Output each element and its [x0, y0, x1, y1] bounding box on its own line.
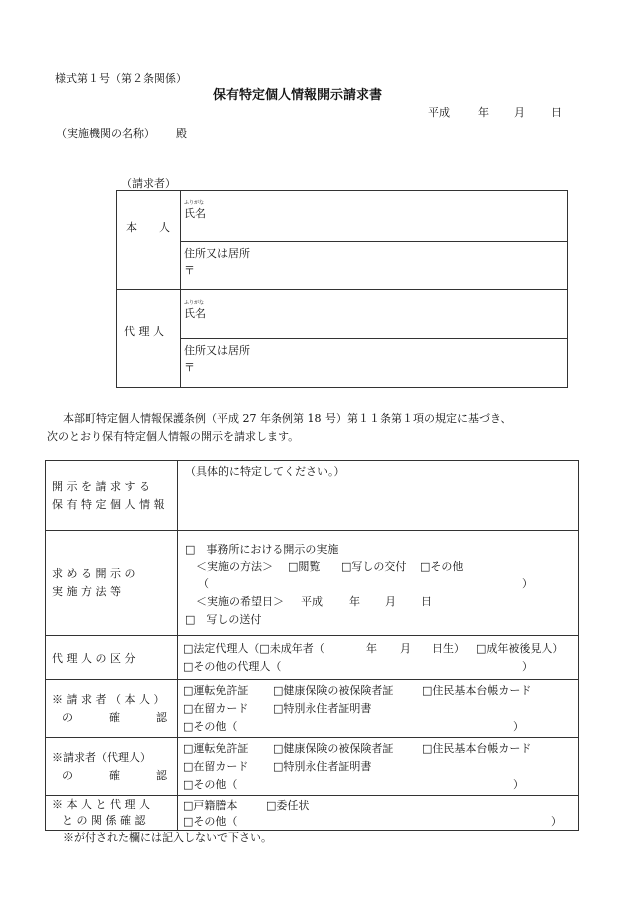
- verify-person-label-kaku: 確: [109, 710, 120, 724]
- person-address-label: 住所又は居所: [184, 247, 250, 260]
- form-number: 様式第１号（第２条関係）: [55, 72, 187, 85]
- verify-agent-residence-card-checkbox[interactable]: □在留カード: [183, 760, 249, 773]
- footnote: ※が付された欄には記入しないで下さい。: [63, 831, 272, 844]
- verify-agent-other-checkbox[interactable]: □その他（: [183, 778, 238, 791]
- agent-type-month: 月: [400, 642, 411, 655]
- agent-label-cell: [117, 290, 181, 388]
- verify-person-paren-close: ）: [513, 720, 524, 733]
- verify-person-resident-card-checkbox[interactable]: □住民基本台帳カード: [422, 684, 532, 697]
- method-label-line-1: 求 め る 開 示 の: [52, 567, 136, 580]
- agent-furigana: ふりがな: [184, 300, 205, 306]
- method-method-label: ＜実施の方法＞: [196, 560, 273, 573]
- verify-agent-paren-close: ）: [513, 778, 524, 791]
- person-name-label: 氏名: [184, 207, 206, 220]
- method-field: [178, 531, 579, 636]
- date-year: 年: [478, 106, 489, 119]
- method-paren-close: ）: [522, 577, 533, 590]
- agent-postal-mark: 〒: [184, 361, 195, 374]
- verify-person-permanent-checkbox[interactable]: □特別永住者証明書: [273, 702, 372, 715]
- verify-agent-label-kaku: 確: [109, 768, 120, 782]
- addressee: （実施機関の名称）: [56, 127, 155, 140]
- method-date-month: 月: [385, 595, 396, 608]
- verify-agent-resident-card-checkbox[interactable]: □住民基本台帳カード: [422, 742, 532, 755]
- relation-label-line-1: ※ 本 人 と 代 理 人: [52, 798, 150, 811]
- person-furigana: ふりがな: [184, 200, 205, 206]
- verify-person-label-nin: 認: [156, 710, 167, 724]
- method-office-checkbox[interactable]: □ 事務所における開示の実施: [185, 543, 339, 556]
- agent-address-label: 住所又は居所: [184, 344, 250, 357]
- person-label: 本 人: [126, 221, 170, 234]
- relation-field: [178, 796, 579, 831]
- method-paren-open: （: [198, 577, 209, 590]
- statement-line-2: 次のとおり保有特定個人情報の開示を請求します。: [47, 430, 300, 443]
- agent-address-field[interactable]: [181, 339, 568, 388]
- relation-family-register-checkbox[interactable]: □戸籍謄本: [183, 799, 238, 812]
- method-label-line-2: 実 施 方 法 等: [52, 585, 121, 598]
- document-title: 保有特定個人情報開示請求書: [213, 88, 383, 103]
- relation-proxy-checkbox[interactable]: □委任状: [266, 799, 310, 812]
- agent-type-birth: 日生）: [432, 642, 465, 655]
- person-label-cell: [117, 191, 181, 290]
- date-era: 平成: [428, 106, 450, 119]
- verify-agent-label-nin: 認: [156, 768, 167, 782]
- verify-person-insurance-checkbox[interactable]: □健康保険の被保険者証: [273, 684, 394, 697]
- relation-label-cell: [46, 796, 178, 831]
- date-day: 日: [551, 106, 562, 119]
- method-mail-checkbox[interactable]: □ 写しの送付: [185, 613, 262, 626]
- agent-type-label: 代 理 人 の 区 分: [52, 651, 136, 665]
- verify-person-label-line-1: ※ 請 求 者 （ 本 人 ）: [52, 692, 165, 706]
- verify-agent-label-cell: [46, 738, 178, 796]
- method-date-day: 日: [421, 595, 432, 608]
- date-month: 月: [514, 106, 525, 119]
- agent-type-ward-checkbox[interactable]: □成年被後見人）: [476, 642, 564, 655]
- agent-type-year: 年: [366, 642, 377, 655]
- verify-person-label-no: の: [62, 710, 73, 724]
- method-view-checkbox[interactable]: □閲覧: [288, 560, 321, 573]
- verify-person-field: [178, 680, 579, 738]
- agent-type-other-checkbox[interactable]: □その他の代理人（: [183, 660, 282, 673]
- relation-label-line-2: と の 関 係 確 認: [62, 814, 146, 827]
- person-name-field[interactable]: [181, 191, 568, 242]
- verify-person-label-cell: [46, 680, 178, 738]
- addressee-honorific: 殿: [176, 127, 187, 140]
- method-date-era: 平成: [301, 595, 323, 608]
- requester-table: [116, 190, 568, 388]
- info-label-line-1: 開 示 を 請 求 す る: [52, 479, 150, 493]
- method-label-cell: [46, 531, 178, 636]
- method-date-label: ＜実施の希望日＞: [196, 595, 284, 608]
- person-postal-mark: 〒: [184, 264, 195, 277]
- agent-type-label-cell: [46, 636, 178, 680]
- request-table: [45, 460, 579, 831]
- verify-agent-label-no: の: [62, 768, 73, 782]
- verify-agent-license-checkbox[interactable]: □運転免許証: [183, 742, 249, 755]
- info-hint: （具体的に特定してください。）: [185, 465, 345, 478]
- relation-other-checkbox[interactable]: □その他（: [183, 815, 238, 828]
- agent-name-field[interactable]: [181, 290, 568, 339]
- method-other-checkbox[interactable]: □その他: [420, 560, 464, 573]
- verify-person-license-checkbox[interactable]: □運転免許証: [183, 684, 249, 697]
- person-address-field[interactable]: [181, 242, 568, 290]
- method-date-year: 年: [349, 595, 360, 608]
- verify-agent-field: [178, 738, 579, 796]
- agent-type-paren-close: ）: [522, 660, 533, 673]
- verify-agent-label-line-1: ※請求者（代理人）: [52, 750, 151, 764]
- info-field[interactable]: [178, 461, 579, 531]
- agent-type-legal-checkbox[interactable]: □法定代理人（□未成年者（: [183, 642, 325, 655]
- method-copy-checkbox[interactable]: □写しの交付: [341, 560, 407, 573]
- requester-section-label: （請求者）: [121, 177, 176, 190]
- verify-agent-insurance-checkbox[interactable]: □健康保険の被保険者証: [273, 742, 394, 755]
- statement-line-1: 本部町特定個人情報保護条例（平成 27 年条例第 18 号）第１１条第１項の規定に基づき、: [63, 412, 512, 425]
- verify-person-other-checkbox[interactable]: □その他（: [183, 720, 238, 733]
- verify-person-residence-card-checkbox[interactable]: □在留カード: [183, 702, 249, 715]
- agent-name-label: 氏名: [184, 307, 206, 320]
- verify-agent-permanent-checkbox[interactable]: □特別永住者証明書: [273, 760, 372, 773]
- info-label-line-2: 保 有 特 定 個 人 情 報: [52, 497, 165, 511]
- agent-label: 代 理 人: [124, 325, 164, 338]
- agent-type-field: [178, 636, 579, 680]
- relation-paren-close: ）: [551, 815, 562, 828]
- info-label-cell: [46, 461, 178, 531]
